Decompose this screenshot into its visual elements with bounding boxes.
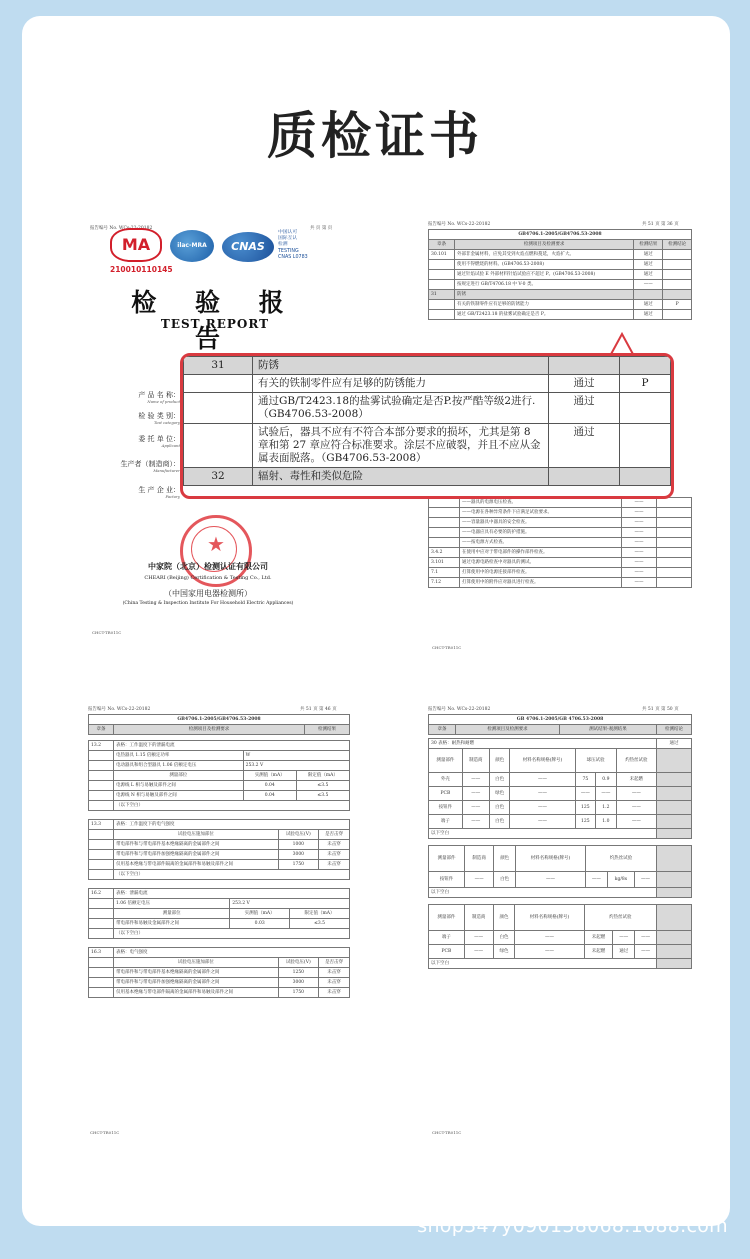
report-page-46 (82, 700, 354, 1150)
callout-row: 32 辐射、毒性和类似危险 (184, 468, 671, 486)
heat-fire-table: 30 表格：耐热和耐燃 通过 测量部件 制造商 颜色 材料名称规格(牌号) 球压试验 灼热丝试验 外壳 —— 白色 —— 75 0.9 未起燃 PCB —— 绿色 —— —— —— —— 按钮件 —— 白色 —— 125 1.2 —— 端子 —— 白色 —— 125 1.0 —— 以下空白 (428, 738, 692, 839)
table-row: 按规定进行 GB/T4706.18 中 V-0 类。 —— (429, 280, 692, 290)
red-seal-stamp: ★ (180, 515, 252, 587)
footer-code: CHCT-TR011C (90, 1130, 120, 1135)
report-number: 报告编号 No. WCs-22-20182 (88, 707, 151, 712)
ilac-logo: ilac-MRA (170, 230, 214, 262)
footer-code: CHCT-TR011C (92, 630, 122, 635)
section-13-2: 13.2 表格：工作温度下的泄漏电流 电热器具 1.15 倍额定功率 W 电动器具和组合型器具 1.06 倍额定电压 253.2 V 测量部位 实测值（mA） 限定值（mA） 电源线 L 相与易触及部件之间 0.04 ≤3.5 电源线 N 相与易触及部件之间 0.04 ≤3.5 （以下空白） (88, 740, 350, 811)
table-row: 有关的铁制零件应有足够的防锈能力 通过 P (429, 300, 692, 310)
zoom-callout (180, 353, 674, 499)
table-row: PCB —— 绿色 —— —— —— —— (429, 787, 692, 801)
field-applicant: 委 托 单 位： Applicant (138, 435, 180, 448)
field-factory: 生 产 企 业： Factory (138, 486, 180, 499)
report-number: 报告编号 No. WCs-22-20182 (428, 707, 491, 712)
table-row: 30.101 外部非金属材料，应免其受到火焰点燃和蔓延，火焰扩大。 通过 (429, 250, 692, 260)
callout-row: 通过GB/T2423.18的盐雾试验确定是否P.按严酷等级2进行.（GB4706.53-2008） 通过 (184, 393, 671, 424)
callout-row: 试验后，器具不应有不符合本部分要求的损坏，尤其是第 8 章和第 27 章应符合标准要求。涂层不应破裂，并且不应从金属表面脱落。（GB4706.53-2008） 通过 (184, 424, 671, 468)
table-row: 按钮件 —— 白色 —— —— kg/8s —— (429, 872, 692, 888)
table-row: ——器具的电源电压检查。 —— (429, 498, 692, 508)
report-title: 检 验 报 告 (131, 288, 299, 353)
table-row: 按钮件 —— 白色 —— 125 1.2 —— (429, 801, 692, 815)
company-name-en: CHEARI (Beijing) Certification & Testing Co., Ltd. (144, 575, 272, 581)
table-row: 通过针焰试验 E 外部材料针焰试验应不超过 P。(GB4706.53-2008) 通过 (429, 270, 692, 280)
field-product-name: 产 品 名 称： Name of product (138, 391, 180, 404)
test-table: GB4706.1-2005/GB4706.53-2008 章条 检测项目及检测要求 检测结果 检测结论 30.101 外部非金属材料，应免其受到火焰点燃和蔓延，火焰扩大。 通过 使用不得燃烧的材料。(GB4706.53-2008) 通过 通过针焰试验 E 外部材料针焰试验应不超过 P。(GB4706.53-2008) 通过 按规定进行 GB/T4706.18 中 V-0 类。 —— 31 防锈 有关的铁制零件应有足够的防锈能力 通过 P 通过 GB/T2423.18 的盐雾试验确定是否 P。 通过 (428, 229, 692, 320)
table-row: 端子 —— 白色 —— 125 1.0 —— (429, 815, 692, 829)
table-row: PCB —— 绿色 —— 未起燃 通过 —— (429, 945, 692, 959)
table-row: 使用不得燃烧的材料。(GB4706.53-2008) 通过 (429, 260, 692, 270)
institute-name-cn: （中国家用电器检测所） (164, 589, 252, 598)
footer-code: CHCT-TR011C (432, 1130, 462, 1135)
footer-code: CHCT-TR011C (432, 645, 462, 650)
field-test-category: 检 验 类 别： Test category (138, 412, 180, 425)
table-row: 7.12 打算使用中的附件应对器具进行检查。 —— (429, 578, 692, 588)
ma-number: 210010110145 (110, 265, 173, 274)
heat-fire-table-3: 测量部件 制造商 颜色 材料名称规格(牌号) 灼热丝试验 端子 —— 白色 —— 未起燃 —— —— PCB —— 绿色 —— 未起燃 通过 —— 以下空白 (428, 904, 692, 969)
page-number: 共 51 页 第 36 页 (642, 222, 679, 227)
page-title: 质检证书 (267, 107, 483, 165)
table-row: 3.4.2 在使用中应对于带电部件的操作部件检查。 —— (429, 548, 692, 558)
page-number: 共 51 页 第 50 页 (642, 707, 679, 712)
table-row: ——电器应具有必要的防护措施。 —— (429, 528, 692, 538)
report-number: 报告编号 No. WCs-22-20182 (428, 222, 491, 227)
section-16-2: 16.2 表格：泄漏电流 1.06 倍额定电压 253.2 V 测量部位 实测值（mA） 限定值（mA） 带电部件和易触及金属部件之间 0.03 ≤3.5 （以下空白） (88, 888, 350, 939)
table-row: 通过 GB/T2423.18 的盐雾试验确定是否 P。 通过 (429, 310, 692, 320)
table-row: 31 防锈 (429, 290, 692, 300)
callout-row: 有关的铁制零件应有足够的防锈能力 通过 P (184, 375, 671, 393)
certification-logos (110, 228, 320, 278)
section-16-3: 16.3 表格：电气强度 试验电压施加部位 试验电压(V) 是否击穿 带电部件和与带电部件基本绝缘隔离的金属部件之间 1250 未击穿 带电部件和与带电部件加强绝缘隔离的金属部件之间 3000 未击穿 仅用基本绝缘与带电部件隔离的金属部件和易触及部件之间 1750 未击穿 (88, 947, 350, 998)
page-number: 共 页 第 页 (310, 226, 333, 231)
test-table: GB4706.1-2005/GB4706.53-2008 章条 检测项目及检测要求 检测结果 (88, 714, 350, 735)
ma-logo: MA (110, 228, 162, 262)
cnas-logo: CNAS (222, 232, 274, 262)
table-row: ——电源在各种异常条件下应满足试验要求。 —— (429, 508, 692, 518)
report-page-50 (424, 700, 696, 1150)
institute-name-en: (China Testing & Inspection Institute For Household Electric Appliances) (122, 601, 294, 606)
report-number: 报告编号 No. WCs-22-20182 (90, 226, 153, 231)
shop-watermark: shop347y090138068.1688.com (417, 1215, 728, 1237)
field-manufacturer: 生产者（制造商）： Manufacturer (120, 460, 180, 473)
table-row: ——容量器具中器具的安全检查。 —— (429, 518, 692, 528)
table-row: 端子 —— 白色 —— 未起燃 —— —— (429, 931, 692, 945)
section-13-3: 13.3 表格：工作温度下的电气强度 试验电压施加部位 试验电压(V) 是否击穿 带电部件和与带电部件基本绝缘隔离的金属部件之间 1000 未击穿 带电部件和与带电部件加强绝缘隔离的金属部件之间 3000 未击穿 仅用基本绝缘与带电部件隔离的金属部件和易触及部件之间 1750 未击穿 （以下空白） (88, 819, 350, 880)
heat-fire-table-2: 测量部件 制造商 颜色 材料名称规格(牌号) 灼热丝试验 按钮件 —— 白色 —— —— kg/8s —— 以下空白 (428, 845, 692, 898)
test-table-lower (428, 497, 692, 588)
test-table: GB 4706.1-2005/GB 4706.53-2008 章条 检测项目及检测要求 测试结果-观测结果 检测结论 (428, 714, 692, 735)
callout-row: 31 防锈 (184, 357, 671, 375)
table-row: 外壳 —— 白色 —— 75 0.9 未起燃 (429, 773, 692, 787)
company-name-cn: 中家院（北京）检测认证有限公司 (148, 561, 268, 571)
table-row: 7.1 打算使用中的电源连接部件检查。 —— (429, 568, 692, 578)
cnas-text: 中国认可 国际互认 检测 TESTING CNAS L0783 (278, 230, 308, 260)
report-subtitle: TEST REPORT (160, 317, 270, 331)
table-row: ——按电源方式检查。 —— (429, 538, 692, 548)
page-number: 共 51 页 第 46 页 (300, 707, 337, 712)
table-row: 3.101 通过电源电路检查中对器具的测试。 —— (429, 558, 692, 568)
